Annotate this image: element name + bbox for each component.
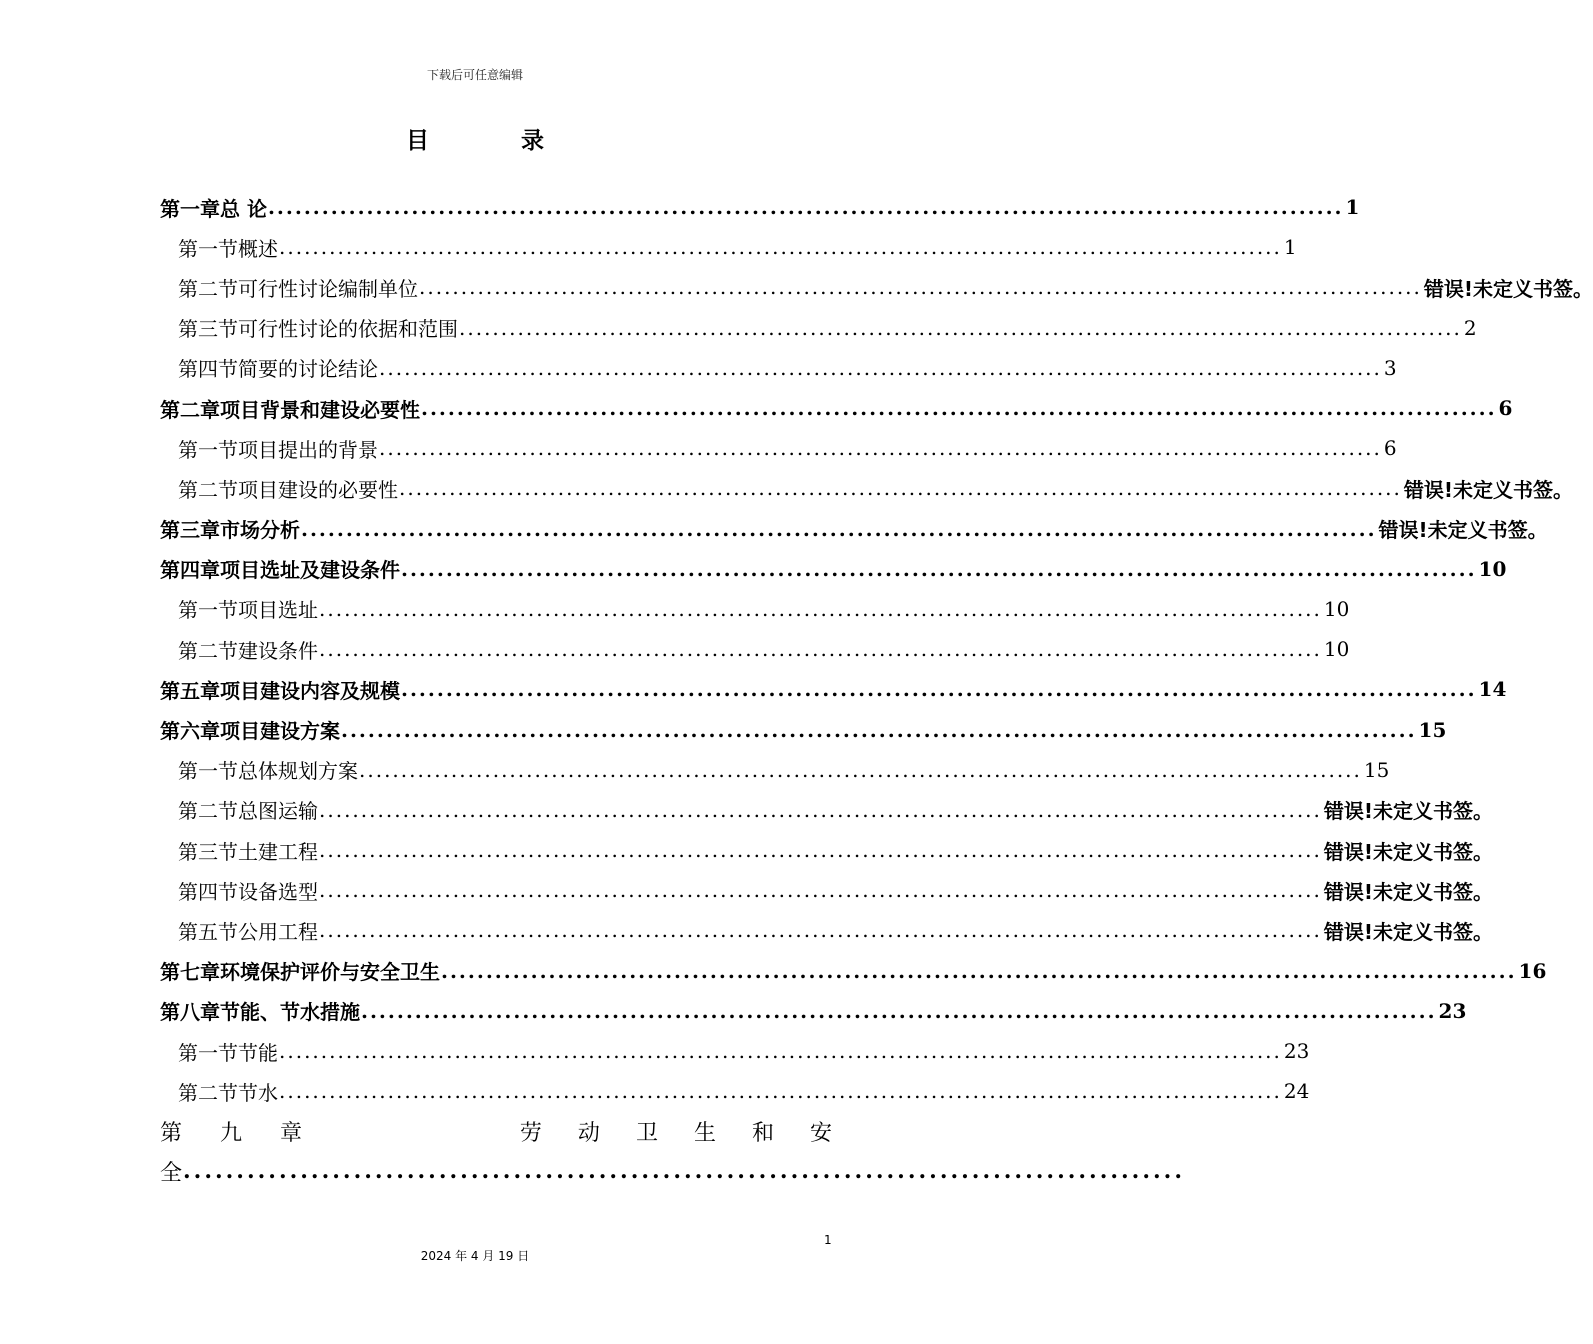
section-title: 公用工程: [238, 919, 318, 944]
toc-entry-chapter[interactable]: [160, 951, 1547, 991]
section-label: 第二节: [178, 799, 238, 824]
chapter-9-title-char: 卫: [635, 1120, 658, 1146]
leader-dots: ........................................................................................................................: [419, 275, 1422, 300]
leader-dots: ........................................................................................................................: [359, 757, 1362, 782]
toc-entry-section[interactable]: [160, 830, 1494, 870]
chapter-title: 项目建设内容及规模: [220, 678, 400, 703]
section-title: 节能: [238, 1040, 278, 1065]
toc-entry-section[interactable]: [160, 267, 1593, 307]
toc-entry-section[interactable]: [160, 750, 1390, 790]
section-label: 第五节: [178, 919, 238, 944]
toc-entry-chapter[interactable]: [160, 388, 1513, 428]
chapter-9-title-char: 和: [751, 1120, 774, 1146]
toc-entry-section[interactable]: [160, 428, 1397, 468]
chapter-label: 第八章: [160, 1000, 220, 1025]
table-of-contents: [160, 187, 1593, 1191]
chapter-9-title-char: 生: [693, 1120, 716, 1146]
chapter-title: 市场分析: [220, 518, 300, 543]
page-ref: 错误!未定义书签。: [1378, 518, 1548, 543]
chapter-title: 环境保护评价与安全卫生: [220, 960, 440, 985]
page-ref: 16: [1518, 958, 1547, 983]
chapter-9-title-char: 动: [577, 1120, 600, 1146]
section-title: 项目选址: [238, 598, 318, 623]
toc-entry-chapter[interactable]: [160, 549, 1507, 589]
section-label: 第二节: [178, 638, 238, 663]
leader-dots: ........................................................................................................................: [379, 436, 1382, 461]
toc-entry-chapter[interactable]: [160, 709, 1447, 749]
toc-entry-section[interactable]: [160, 790, 1494, 830]
chapter-label: 第四章: [160, 558, 220, 583]
leader-dots: ........................................................................................................................: [401, 556, 1477, 581]
chapter-9-title-char: 安: [809, 1120, 832, 1146]
leader-dots: ........................................................................................................................: [361, 998, 1437, 1023]
toc-entry-chapter[interactable]: [160, 509, 1548, 549]
page-ref: 错误!未定义书签。: [1323, 839, 1494, 864]
page-ref: 10: [1323, 596, 1350, 621]
page-ref: 15: [1363, 757, 1390, 782]
chapter-label: 第一章: [160, 196, 220, 221]
toc-entry-section[interactable]: [160, 1031, 1310, 1071]
section-label: 第一节: [178, 759, 238, 784]
chapter-9-char: 章: [280, 1120, 303, 1146]
chapter-label: 第三章: [160, 518, 220, 543]
page-ref: 10: [1323, 637, 1350, 662]
toc-entry-chapter-9[interactable]: [160, 1111, 832, 1151]
page-ref: 2: [1463, 315, 1477, 340]
section-title: 总图运输: [238, 799, 318, 824]
section-title: 节水: [238, 1080, 278, 1105]
footer-date: 2024 年 4 月 19 日: [420, 1249, 530, 1263]
section-title: 总体规划方案: [238, 759, 358, 784]
section-label: 第二节: [178, 477, 238, 502]
chapter-9-char: 第: [160, 1120, 183, 1146]
section-label: 第一节: [178, 598, 238, 623]
page-ref: 1: [1283, 235, 1297, 260]
page-ref: 错误!未定义书签。: [1323, 879, 1494, 904]
chapter-title: 节能、节水措施: [220, 1000, 360, 1025]
section-title: 项目建设的必要性: [238, 477, 398, 502]
toc-entry-section[interactable]: [160, 227, 1297, 267]
section-label: 第二节: [178, 276, 238, 301]
toc-entry-section[interactable]: [160, 468, 1574, 508]
leader-dots: ........................................................................................................................: [401, 677, 1477, 702]
section-title: 建设条件: [238, 638, 318, 663]
toc-entry-section[interactable]: [160, 870, 1494, 910]
page-ref: 错误!未定义书签。: [1423, 276, 1593, 301]
leader-dots: ........................................................................................................................: [319, 918, 1322, 943]
leader-dots: ........................................................................................................................: [279, 1079, 1282, 1104]
section-label: 第三节: [178, 839, 238, 864]
page-number: 1: [824, 1233, 832, 1247]
toc-entry-section[interactable]: [160, 308, 1477, 348]
page-ref: 6: [1498, 396, 1513, 421]
toc-entry-section[interactable]: [160, 348, 1397, 388]
leader-dots: ........................................................................................................................: [319, 878, 1322, 903]
section-label: 第四节: [178, 879, 238, 904]
toc-entry-section[interactable]: [160, 910, 1494, 950]
leader-dots: ........................................................................................................................: [421, 396, 1497, 421]
leader-dots: ........................................................................................................................: [459, 315, 1462, 340]
section-label: 第四节: [178, 357, 238, 382]
chapter-label: 第二章: [160, 397, 220, 422]
toc-entry-section[interactable]: [160, 589, 1350, 629]
page-ref: 23: [1438, 998, 1467, 1023]
page-ref: 14: [1478, 677, 1507, 702]
leader-dots: ..............................................................................................: [183, 1158, 1185, 1185]
leader-dots: ........................................................................................................................: [441, 958, 1517, 983]
chapter-label: 第六章: [160, 719, 220, 744]
section-label: 第二节: [178, 1080, 238, 1105]
section-label: 第三节: [178, 317, 238, 342]
section-title: 项目提出的背景: [238, 437, 378, 462]
toc-entry-chapter[interactable]: [160, 991, 1467, 1031]
chapter-9-title-char: 劳: [519, 1120, 542, 1146]
leader-dots: ........................................................................................................................: [279, 235, 1282, 260]
section-title: 土建工程: [238, 839, 318, 864]
section-title: 设备选型: [238, 879, 318, 904]
toc-entry-section[interactable]: [160, 629, 1350, 669]
toc-entry-chapter[interactable]: [160, 187, 1360, 227]
leader-dots: ........................................................................................................................: [301, 516, 1377, 541]
leader-dots: ........................................................................................................................: [319, 596, 1322, 621]
chapter-9-char: 九: [220, 1120, 243, 1146]
page-ref: 3: [1383, 355, 1397, 380]
toc-title: 目 录: [405, 127, 586, 154]
section-title: 概述: [238, 236, 278, 261]
page-header: 下载后可任意编辑: [426, 68, 523, 82]
chapter-title: 总 论: [220, 196, 267, 221]
page-ref: 错误!未定义书签。: [1403, 477, 1574, 502]
toc-entry-chapter[interactable]: [160, 669, 1507, 709]
chapter-9-continuation: 全: [160, 1160, 183, 1186]
page-ref: 15: [1418, 717, 1447, 742]
page-ref: 24: [1283, 1079, 1310, 1104]
page-ref: 1: [1345, 195, 1360, 220]
page-ref: 6: [1383, 436, 1397, 461]
chapter-title: 项目背景和建设必要性: [220, 397, 420, 422]
leader-dots: ........................................................................................................................: [279, 1039, 1282, 1064]
leader-dots: ........................................................................................................................: [399, 476, 1402, 501]
leader-dots: ........................................................................................................................: [319, 838, 1322, 863]
toc-entry-section[interactable]: [160, 1071, 1310, 1111]
chapter-title: 项目建设方案: [220, 719, 340, 744]
chapter-label: 第五章: [160, 678, 220, 703]
section-label: 第一节: [178, 437, 238, 462]
section-title: 可行性讨论编制单位: [238, 276, 418, 301]
leader-dots: ........................................................................................................................: [379, 355, 1382, 380]
section-label: 第一节: [178, 1040, 238, 1065]
chapter-title: 项目选址及建设条件: [220, 558, 400, 583]
page-ref: 10: [1478, 556, 1507, 581]
section-title: 可行性讨论的依据和范围: [238, 317, 458, 342]
leader-dots: ........................................................................................................................: [319, 797, 1322, 822]
toc-entry-chapter-9-continuation[interactable]: [160, 1151, 1185, 1191]
section-title: 简要的讨论结论: [238, 357, 378, 382]
page-ref: 23: [1283, 1039, 1310, 1064]
leader-dots: ........................................................................................................................: [319, 637, 1322, 662]
page-ref: 错误!未定义书签。: [1323, 799, 1494, 824]
section-label: 第一节: [178, 236, 238, 261]
page-ref: 错误!未定义书签。: [1323, 919, 1494, 944]
chapter-label: 第七章: [160, 960, 220, 985]
leader-dots: ........................................................................................................................: [267, 195, 1344, 220]
leader-dots: ........................................................................................................................: [341, 717, 1417, 742]
